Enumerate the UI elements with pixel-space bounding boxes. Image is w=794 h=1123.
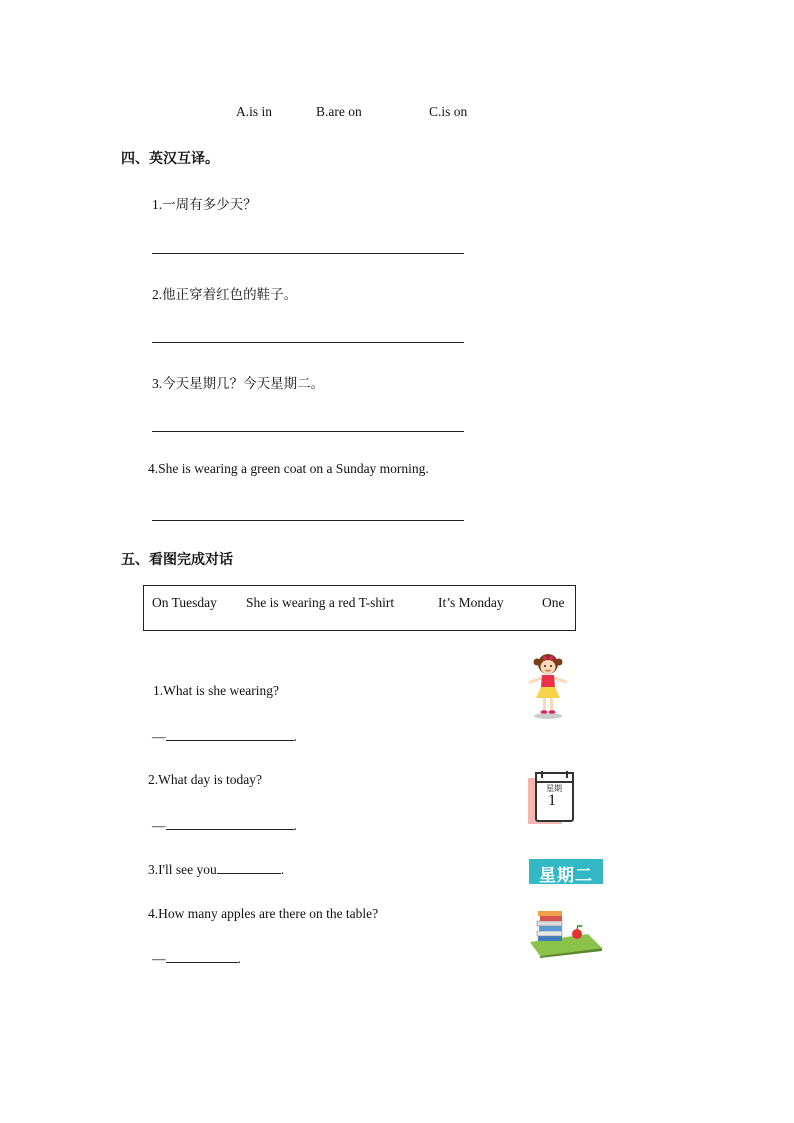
- section5-heading: 五、看图完成对话: [121, 552, 233, 568]
- dash: —: [152, 951, 166, 966]
- word-bank-item: It’s Monday: [438, 595, 504, 610]
- calendar-number: 1: [548, 792, 556, 809]
- question-2: 2.What day is today?: [148, 772, 262, 787]
- girl-picture: [522, 650, 574, 720]
- answer-blank-3[interactable]: [217, 861, 281, 874]
- period: .: [293, 818, 297, 833]
- answer-4: [152, 950, 241, 967]
- dash: —: [152, 818, 166, 833]
- dash: —: [152, 729, 166, 744]
- period: .: [293, 729, 297, 744]
- question-3: [148, 861, 284, 878]
- table-apple-picture: [528, 906, 604, 958]
- tuesday-sign-picture: [529, 859, 603, 884]
- translate-item-2: 2.他正穿着红色的鞋子。: [152, 287, 298, 302]
- option-a: A.is in: [236, 104, 273, 119]
- word-bank-item: On Tuesday: [152, 595, 217, 610]
- tuesday-sign-text: 星期二: [539, 866, 593, 886]
- question-4: 4.How many apples are there on the table?: [148, 906, 379, 921]
- option-b: B.are on: [316, 104, 362, 119]
- word-bank-item: She is wearing a red T-shirt: [246, 595, 395, 610]
- option-c: C.is on: [429, 104, 468, 119]
- answer-line-4[interactable]: [152, 520, 464, 521]
- calendar-header: 星期: [546, 784, 562, 793]
- answer-2: [152, 817, 297, 834]
- calendar-picture: [528, 770, 576, 825]
- translate-item-1: 1.一周有多少天？: [152, 197, 257, 212]
- question-1: 1.What is she wearing?: [153, 683, 279, 698]
- translate-item-4: 4.She is wearing a green coat on a Sunday morning.: [148, 461, 429, 476]
- answer-line-3[interactable]: [152, 431, 464, 432]
- translate-item-3: 3.今天星期几？今天星期二。: [152, 376, 325, 391]
- answer-1: [152, 728, 297, 745]
- answer-line-2[interactable]: [152, 342, 464, 343]
- word-bank-box: [143, 585, 576, 631]
- answer-blank-1[interactable]: [166, 728, 294, 741]
- answer-blank-4[interactable]: [166, 950, 238, 963]
- section4-heading: 四、英汉互译。: [121, 151, 219, 167]
- word-bank-item: One: [542, 595, 565, 610]
- question-3-text: 3.I'll see you: [148, 862, 217, 877]
- answer-blank-2[interactable]: [166, 817, 294, 830]
- period: .: [237, 951, 241, 966]
- period: .: [280, 862, 285, 877]
- answer-line-1[interactable]: [152, 253, 464, 254]
